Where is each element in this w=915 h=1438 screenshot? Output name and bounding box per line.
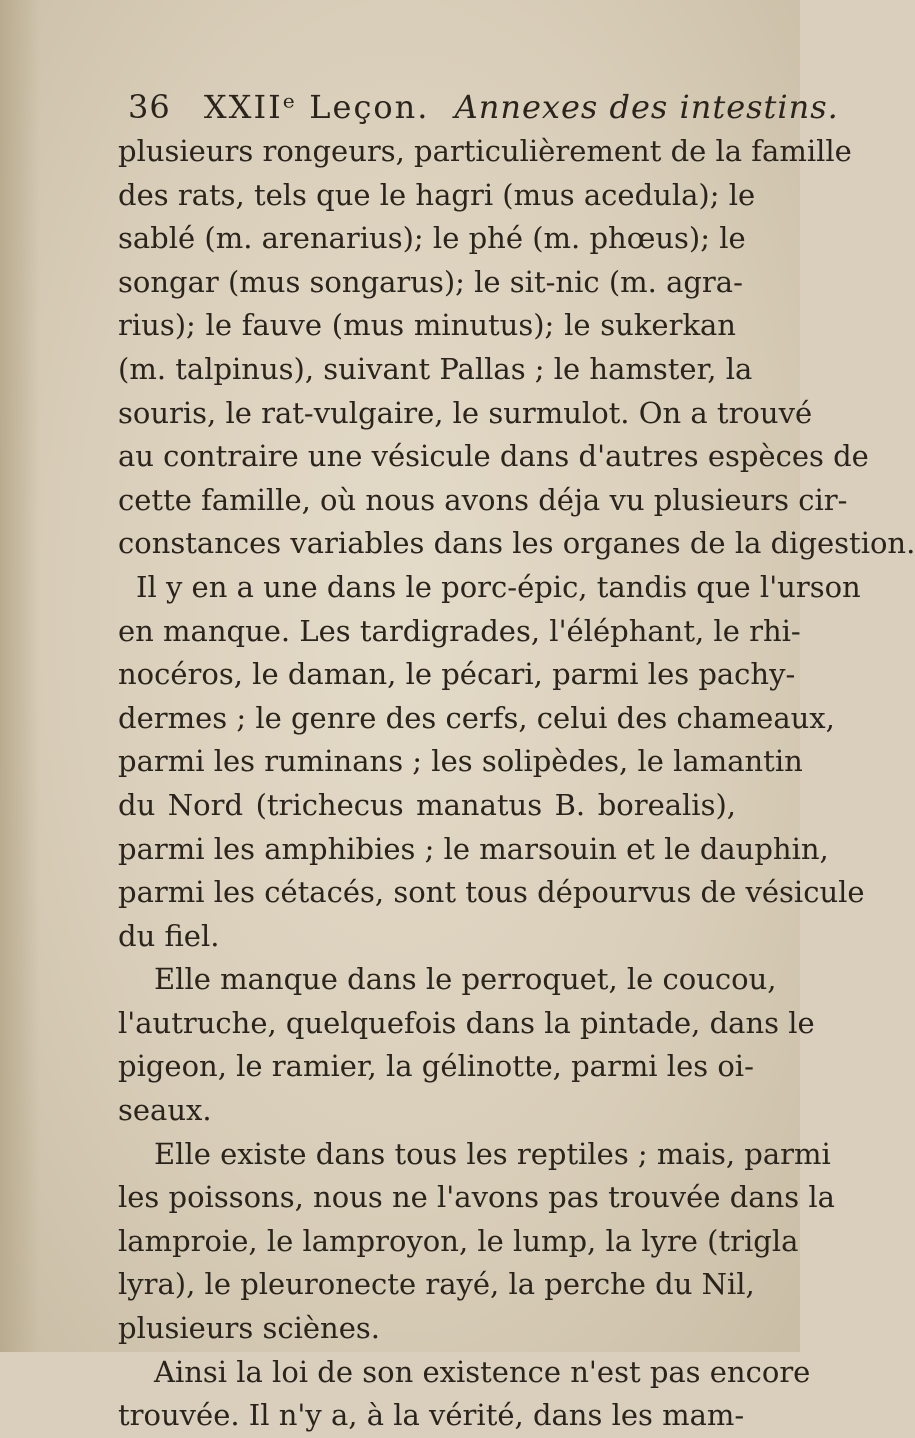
text-line: nocéros, le daman, le pécari, parmi les pachy- [118,657,796,692]
text-line: Ainsi la loi de son existence n'est pas encore [154,1354,811,1389]
body-text [118,130,915,1438]
text-line: (m. talpinus), suivant Pallas ; le hamster, la [118,351,753,386]
lecture-title: XXIIᵉ Leçon. [203,88,430,126]
text-line: au contraire une vésicule dans d'autres espèces de [118,439,869,474]
text-line: rius); le fauve (mus minutus); le sukerkan [118,308,736,343]
text-line: du Nord (trichecus manatus B. borealis), [118,787,736,822]
text-line: plusieurs sciènes. [118,1311,380,1346]
text-line: Il y en a une dans le porc-épic, tandis que l'urson [136,569,861,604]
text-line: parmi les ruminans ; les solipèdes, le lamantin [118,744,803,779]
text-line: l'autruche, quelquefois dans la pintade, dans le [118,1005,815,1040]
page-gutter-shadow [0,0,40,1352]
text-line: cette famille, où nous avons déja vu plusieurs cir- [118,482,848,517]
text-line: parmi les cétacés, sont tous dépourvus de vésicule [118,875,865,910]
text-line: des rats, tels que le hagri (mus acedula); le [118,177,756,212]
text-line: Elle manque dans le perroquet, le coucou, [154,962,777,997]
text-line: dermes ; le genre des cerfs, celui des chameaux, [118,700,835,735]
text-line: sablé (m. arenarius); le phé (m. phœus); le [118,221,746,256]
text-line: du fiel. [118,918,220,953]
text-line: constances variables dans les organes de la digestion. [118,526,915,561]
text-line: plusieurs rongeurs, particulièrement de la famille [118,134,852,168]
text-line: trouvée. Il n'y a, à la vérité, dans les mam- [118,1398,745,1433]
text-line: songar (mus songarus); le sit-nic (m. agra- [118,264,743,299]
page-number: 36 [128,88,171,126]
text-line: lyra), le pleuronecte rayé, la perche du Nil, [118,1267,755,1302]
text-line: lamproie, le lamproyon, le lump, la lyre (trigla [118,1223,799,1258]
text-line: souris, le rat-vulgaire, le surmulot. On a trouvé [118,395,813,430]
running-title: Annexes des intestins. [454,88,839,126]
running-header [128,88,839,126]
text-line: en manque. Les tardigrades, l'éléphant, le rhi- [118,613,801,648]
text-line: les poissons, nous ne l'avons pas trouvée dans la [118,1180,835,1215]
text-line: parmi les amphibies ; le marsouin et le dauphin, [118,831,829,866]
text-line: seaux. [118,1093,212,1128]
text-line: Elle existe dans tous les reptiles ; mais, parmi [154,1136,831,1171]
text-line: pigeon, le ramier, la gélinotte, parmi les oi- [118,1049,754,1084]
